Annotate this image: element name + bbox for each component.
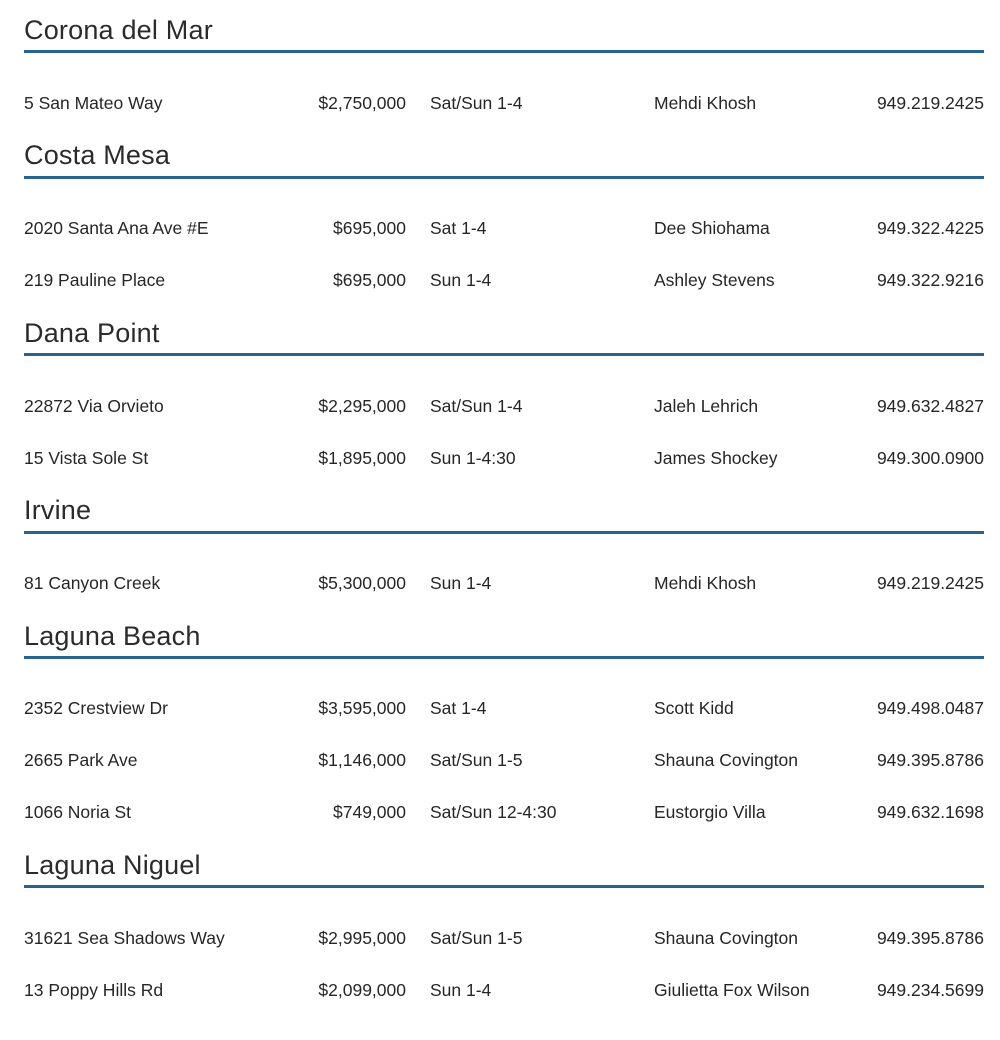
listing-row [24,558,984,610]
listing-address: 5 San Mateo Way [24,92,163,113]
listing-price: $5,300,000 [318,573,406,594]
listing-address: 2352 Crestview Dr [24,698,168,719]
listing-open-time: Sat/Sun 1-4 [430,92,523,113]
listing-address: 2665 Park Ave [24,750,138,771]
listing-row [24,787,984,839]
listing-price: $1,146,000 [318,750,406,771]
listing-phone: 949.322.4225 [876,218,984,239]
listing-open-time: Sun 1-4:30 [430,447,516,468]
listing-price: $695,000 [333,218,406,239]
listing-row [24,432,984,484]
listing-phone: 949.632.1698 [876,802,984,823]
listing-row [24,255,984,307]
city-listings [24,179,984,307]
listing-price: $2,995,000 [318,927,406,948]
listing-agent: Mehdi Khosh [654,92,757,113]
listing-phone: 949.498.0487 [876,698,984,719]
listing-agent: Shauna Covington [654,750,798,771]
city-section [24,620,984,839]
city-section [24,14,984,129]
listing-agent: Dee Shiohama [654,218,770,239]
listing-open-time: Sun 1-4 [430,270,492,291]
city-section [24,849,984,1016]
city-section [24,139,984,306]
listing-price: $2,099,000 [318,979,406,1000]
listing-agent: James Shockey [654,447,778,468]
listing-open-time: Sat/Sun 12-4:30 [430,802,557,823]
listing-phone: 949.234.5699 [876,979,984,1000]
listing-address: 219 Pauline Place [24,270,166,291]
listing-address: 22872 Via Orvieto [24,395,164,416]
city-heading: Costa Mesa [24,139,984,178]
listing-phone: 949.632.4827 [876,395,984,416]
listing-agent: Eustorgio Villa [654,802,766,823]
city-section [24,494,984,609]
listing-open-time: Sat 1-4 [430,698,487,719]
listing-price: $3,595,000 [318,698,406,719]
listing-phone: 949.219.2425 [876,573,984,594]
listing-address: 81 Canyon Creek [24,573,161,594]
listing-agent: Mehdi Khosh [654,573,757,594]
listing-row [24,912,984,964]
city-heading: Laguna Beach [24,620,984,659]
listing-row [24,380,984,432]
listing-row [24,77,984,129]
city-listings [24,659,984,839]
city-heading: Irvine [24,494,984,533]
listing-agent: Jaleh Lehrich [654,395,759,416]
listing-address: 1066 Noria St [24,802,132,823]
city-section [24,317,984,484]
listing-row [24,203,984,255]
city-listings [24,356,984,484]
listing-row [24,683,984,735]
listing-price: $695,000 [333,270,406,291]
listing-phone: 949.395.8786 [876,750,984,771]
listing-agent: Shauna Covington [654,927,798,948]
city-heading: Corona del Mar [24,14,984,53]
listing-open-time: Sat/Sun 1-5 [430,927,523,948]
listing-row [24,735,984,787]
listing-phone: 949.322.9216 [876,270,984,291]
listing-phone: 949.395.8786 [876,927,984,948]
listing-price: $2,295,000 [318,395,406,416]
listing-address: 15 Vista Sole St [24,447,149,468]
listing-price: $749,000 [333,802,406,823]
listing-phone: 949.219.2425 [876,92,984,113]
listing-agent: Giulietta Fox Wilson [654,979,810,1000]
listing-phone: 949.300.0900 [876,447,984,468]
city-listings [24,53,984,129]
listing-row [24,964,984,1016]
listing-open-time: Sat 1-4 [430,218,487,239]
listing-agent: Scott Kidd [654,698,734,719]
listing-price: $2,750,000 [318,92,406,113]
listing-open-time: Sat/Sun 1-5 [430,750,523,771]
city-heading: Laguna Niguel [24,849,984,888]
listing-open-time: Sun 1-4 [430,979,492,1000]
listing-agent: Ashley Stevens [654,270,775,291]
listing-price: $1,895,000 [318,447,406,468]
listing-address: 31621 Sea Shadows Way [24,927,225,948]
listing-address: 13 Poppy Hills Rd [24,979,164,1000]
city-listings [24,534,984,610]
listing-address: 2020 Santa Ana Ave #E [24,218,209,239]
city-heading: Dana Point [24,317,984,356]
city-listings [24,888,984,1016]
listing-open-time: Sun 1-4 [430,573,492,594]
listing-open-time: Sat/Sun 1-4 [430,395,523,416]
